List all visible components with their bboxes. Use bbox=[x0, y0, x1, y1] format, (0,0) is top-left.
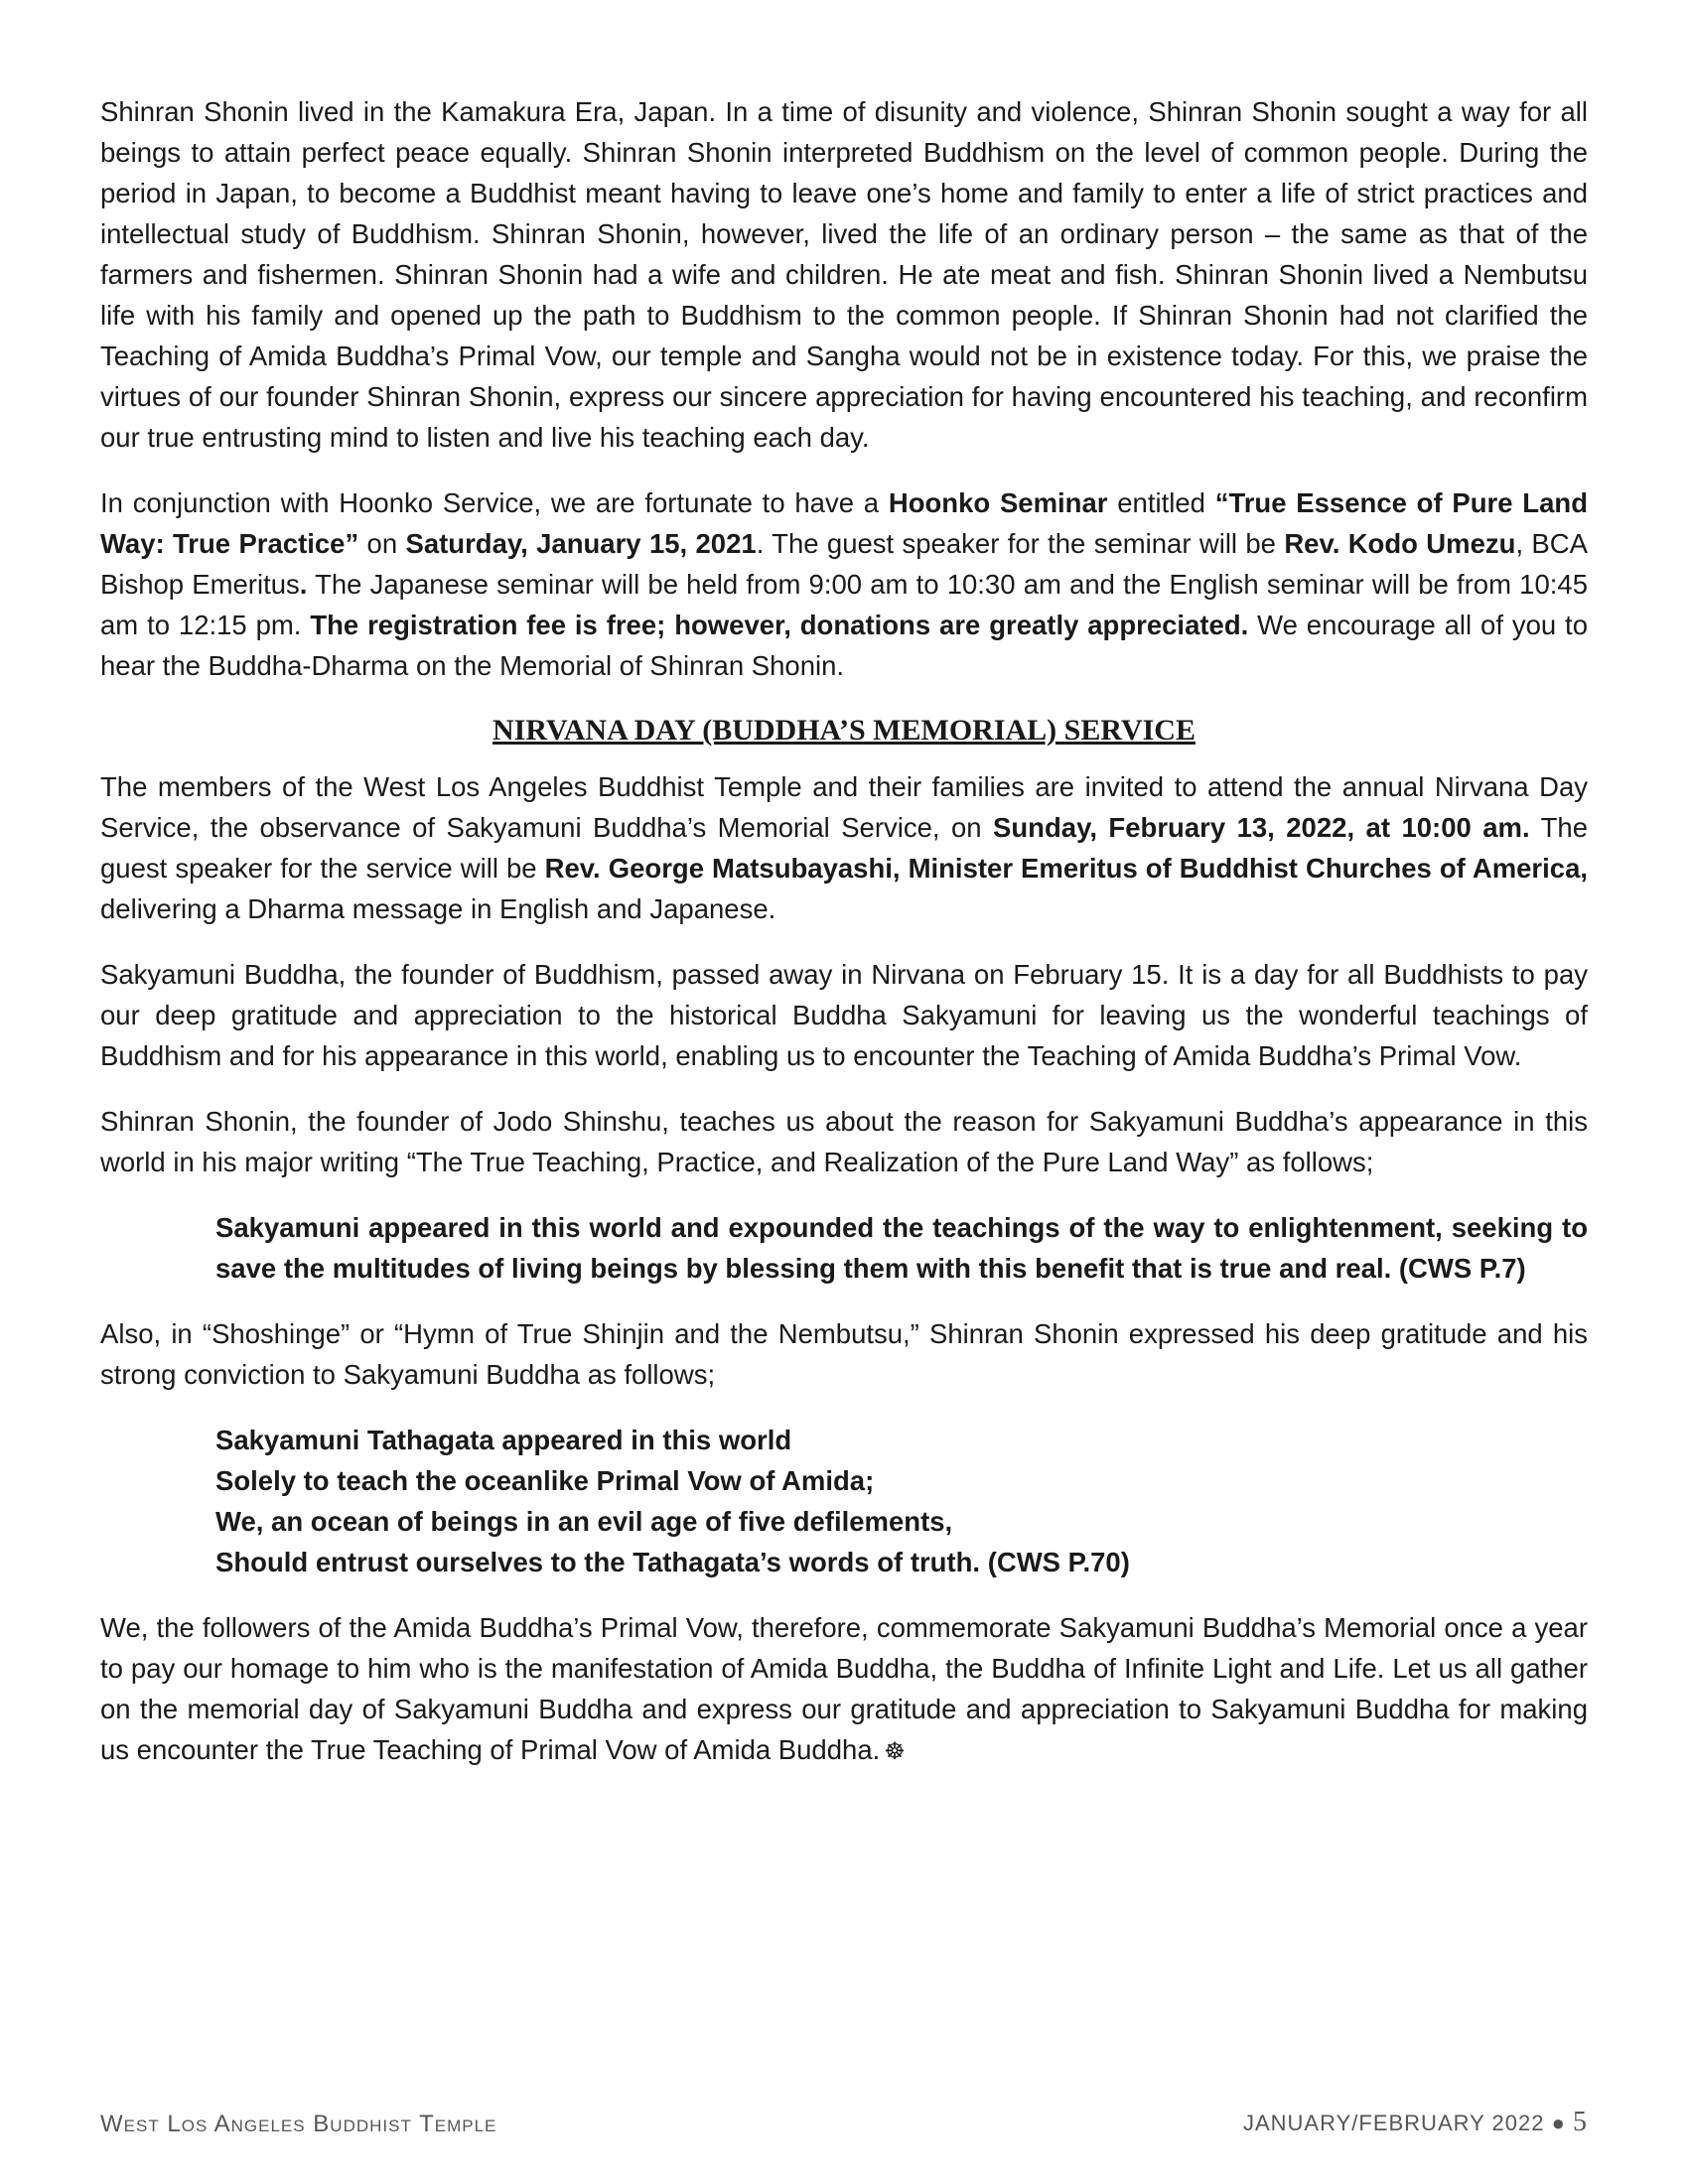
registration-note: The registration fee is free; however, donations are greatly appreciated. bbox=[310, 610, 1249, 640]
verse-line: We, an ocean of beings in an evil age of five defilements, bbox=[215, 1506, 953, 1537]
service-date: Sunday, February 13, 2022, at 10:00 am. bbox=[993, 812, 1530, 843]
text: . bbox=[299, 569, 308, 600]
verse-line: Sakyamuni Tathagata appeared in this world bbox=[215, 1425, 792, 1455]
issue-date: JANUARY/FEBRUARY 2022 bbox=[1242, 2111, 1545, 2135]
verse-block bbox=[215, 1420, 1588, 1582]
text: The members of the West Los Angeles Buddhist Temple and their families are invited to attend the annual Nirvana Day Service, the observance of Sakyamuni Buddha’s Memorial Service, on bbox=[100, 771, 1588, 843]
page-footer bbox=[100, 2103, 1588, 2142]
seminar-title: “True Essence of Pure Land Way: True Practice” bbox=[100, 487, 1588, 559]
block-quote: Sakyamuni appeared in this world and expounded the teachings of the way to enlightenment, seeking to save the multitudes of living beings by blessing them with this benefit that is true and real. (CWS P.7) bbox=[215, 1212, 1588, 1284]
page-body bbox=[100, 91, 1588, 1772]
text: The Japanese seminar will be held from 9:00 am to 10:30 am and the English seminar will be from 10:45 am to 12:15 pm. bbox=[100, 569, 1588, 640]
text: We encourage all of you to hear the Buddha-Dharma on the Memorial of Shinran Shonin. bbox=[100, 610, 1588, 681]
bullet-icon: ● bbox=[1551, 2111, 1566, 2135]
page-number: 5 bbox=[1573, 2107, 1588, 2137]
speaker-name: Rev. Kodo Umezu bbox=[1284, 528, 1516, 559]
text: The guest speaker for the service will be bbox=[100, 812, 1588, 884]
text: In conjunction with Hoonko Service, we are fortunate to have a bbox=[100, 487, 889, 518]
paragraph-jodo-shinshu: Shinran Shonin, the founder of Jodo Shinshu, teaches us about the reason for Sakyamuni Buddha’s appearance in this world in his major writing “The True Teaching, Practice, and Realization of the Pure Land Way” as follows; bbox=[100, 1106, 1588, 1177]
text: We, the followers of the Amida Buddha’s Primal Vow, therefore, commemorate Sakyamuni Buddha’s Memorial once a year to pay our homage to him who is the manifestation of Amida Buddha, the Buddha of Infinite Light and Life. Let us all gather on the memorial day of Sakyamuni Buddha and express our gratitude and appreciation to Sakyamuni Buddha for making us encounter the True Teaching of Primal Vow of Amida Buddha. bbox=[100, 1612, 1588, 1765]
text: , BCA Bishop Emeritus bbox=[100, 528, 1588, 600]
footer-temple-name: West Los Angeles Buddhist Temple bbox=[100, 2111, 497, 2137]
seminar-name: Hoonko Seminar bbox=[888, 487, 1108, 518]
paragraph-shinran-life: Shinran Shonin lived in the Kamakura Era, Japan. In a time of disunity and violence, Shinran Shonin sought a way for all beings to attain perfect peace equally. Shinran Shonin interpreted Buddhism on the level of common people. During the period in Japan, to become a Buddhist meant having to leave one’s home and family to enter a life of strict practices and intellectual study of Buddhism. Shinran Shonin, however, lived the life of an ordinary person – the same as that of the farmers and fishermen. Shinran Shonin had a wife and children. He ate meat and fish. Shinran Shonin lived a Nembutsu life with his family and opened up the path to Buddhism to the common people. If Shinran Shonin had not clarified the Teaching of Amida Buddha’s Primal Vow, our temple and Sangha would not be in existence today. For this, we praise the virtues of our founder Shinran Shonin, express our sincere appreciation for having encountered his teaching, and reconfirm our true entrusting mind to listen and live his teaching each day. bbox=[100, 96, 1588, 453]
dharma-wheel-icon: ☸ bbox=[884, 1738, 906, 1765]
paragraph-sakyamuni: Sakyamuni Buddha, the founder of Buddhism, passed away in Nirvana on February 15. It is a day for all Buddhists to pay our deep gratitude and appreciation to the historical Buddha Sakyamuni for leaving us the wonderful teachings of Buddhism and for his appearance in this world, enabling us to encounter the Teaching of Amida Buddha’s Primal Vow. bbox=[100, 959, 1588, 1071]
verse-line: Solely to teach the oceanlike Primal Vow of Amida; bbox=[215, 1465, 875, 1496]
footer-issue bbox=[1243, 2107, 1588, 2138]
text: on bbox=[358, 528, 406, 559]
text: delivering a Dharma message in English and Japanese. bbox=[100, 893, 776, 924]
paragraph-closing bbox=[100, 1607, 1588, 1772]
verse-line: Should entrust ourselves to the Tathagata’s words of truth. (CWS P.70) bbox=[215, 1547, 1130, 1577]
text: . The guest speaker for the seminar will be bbox=[756, 528, 1285, 559]
speaker-name: Rev. George Matsubayashi, Minister Emeritus of Buddhist Churches of America, bbox=[544, 853, 1589, 884]
paragraph-shoshinge: Also, in “Shoshinge” or “Hymn of True Shinjin and the Nembutsu,” Shinran Shonin expressed his deep gratitude and his strong conviction to Sakyamuni Buddha as follows; bbox=[100, 1318, 1588, 1390]
paragraph-hoonko-seminar bbox=[100, 482, 1588, 686]
paragraph-nirvana-service bbox=[100, 766, 1588, 929]
section-heading: NIRVANA DAY (BUDDHA’S MEMORIAL) SERVICE bbox=[492, 714, 1196, 747]
text: entitled bbox=[1107, 487, 1215, 518]
seminar-date: Saturday, January 15, 2021 bbox=[405, 528, 757, 559]
